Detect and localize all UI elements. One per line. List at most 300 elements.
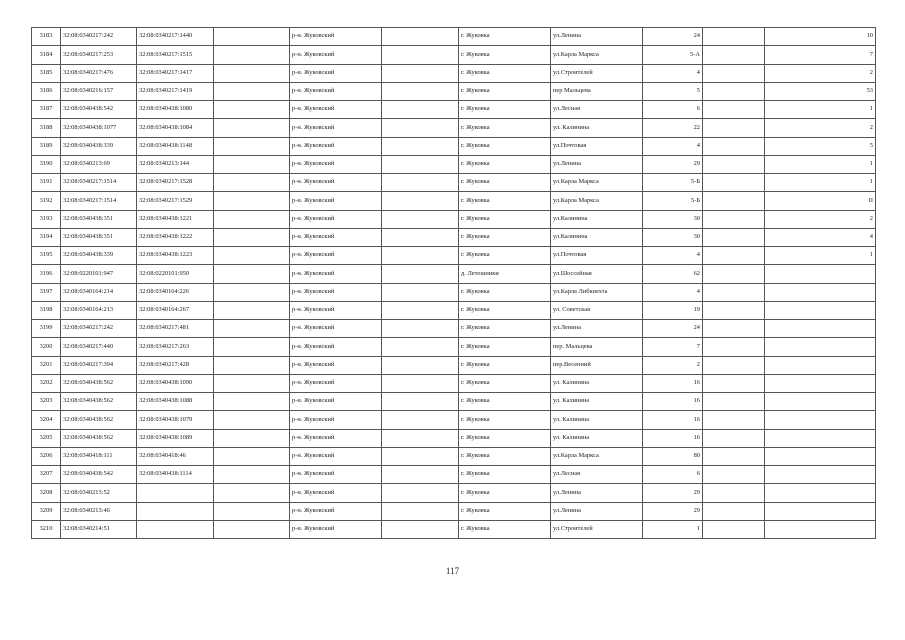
- row-number-cell: 3194: [32, 228, 61, 246]
- cadastral-number-cell: 32:08:0340164:213: [61, 301, 137, 319]
- apartment-number-cell: [765, 338, 876, 356]
- object-cadastral-number-cell: 32:08:0340438:1090: [137, 374, 214, 392]
- district-cell: р-н. Жуковский: [290, 502, 382, 520]
- street-cell: ул. Калинина: [551, 119, 643, 137]
- table-row: [32, 447, 876, 465]
- object-cadastral-number-cell: 32:08:0340438:1221: [137, 210, 214, 228]
- house-number-cell: 7: [643, 338, 703, 356]
- object-cadastral-number-cell: 32:08:0340217:428: [137, 356, 214, 374]
- blank-col-4-cell: [214, 411, 290, 429]
- blank-col-6-cell: [382, 119, 459, 137]
- object-cadastral-number-cell: 32:08:0340438:1148: [137, 137, 214, 155]
- row-number-cell: 3188: [32, 119, 61, 137]
- apartment-number-cell: 5: [765, 137, 876, 155]
- district-cell: р-н. Жуковский: [290, 466, 382, 484]
- row-number-cell: 3200: [32, 338, 61, 356]
- blank-col-4-cell: [214, 320, 290, 338]
- district-cell: р-н. Жуковский: [290, 28, 382, 46]
- blank-col-6-cell: [382, 356, 459, 374]
- house-number-cell: 30: [643, 228, 703, 246]
- settlement-cell: г. Жуковка: [459, 82, 551, 100]
- street-cell: ул.Строителей: [551, 520, 643, 538]
- table-row: [32, 101, 876, 119]
- blank-col-4-cell: [214, 466, 290, 484]
- object-cadastral-number-cell: 32:08:0340438:1088: [137, 393, 214, 411]
- street-cell: ул.Ленина: [551, 320, 643, 338]
- apartment-number-cell: [765, 374, 876, 392]
- blank-col-4-cell: [214, 46, 290, 64]
- object-cadastral-number-cell: 32:08:0340217:1419: [137, 82, 214, 100]
- blank-col-6-cell: [382, 320, 459, 338]
- blank-col-10-cell: [703, 283, 765, 301]
- blank-col-6-cell: [382, 228, 459, 246]
- street-cell: ул.Карла Маркса: [551, 46, 643, 64]
- blank-col-4-cell: [214, 155, 290, 173]
- row-number-cell: 3197: [32, 283, 61, 301]
- row-number-cell: 3191: [32, 174, 61, 192]
- row-number-cell: 3210: [32, 520, 61, 538]
- apartment-number-cell: 1: [765, 155, 876, 173]
- blank-col-6-cell: [382, 301, 459, 319]
- blank-col-4-cell: [214, 174, 290, 192]
- row-number-cell: 3203: [32, 393, 61, 411]
- apartment-number-cell: 7: [765, 46, 876, 64]
- table-row: [32, 429, 876, 447]
- blank-col-4-cell: [214, 393, 290, 411]
- district-cell: р-н. Жуковский: [290, 338, 382, 356]
- row-number-cell: 3195: [32, 247, 61, 265]
- district-cell: р-н. Жуковский: [290, 119, 382, 137]
- blank-col-10-cell: [703, 466, 765, 484]
- blank-col-6-cell: [382, 338, 459, 356]
- street-cell: ул.Калинина: [551, 210, 643, 228]
- blank-col-10-cell: [703, 265, 765, 283]
- blank-col-10-cell: [703, 101, 765, 119]
- street-cell: ул.Лесная: [551, 101, 643, 119]
- blank-col-6-cell: [382, 374, 459, 392]
- apartment-number-cell: [765, 265, 876, 283]
- house-number-cell: 5-А: [643, 46, 703, 64]
- blank-col-10-cell: [703, 447, 765, 465]
- house-number-cell: 1: [643, 520, 703, 538]
- blank-col-4-cell: [214, 447, 290, 465]
- cadastral-number-cell: 32:08:0340438:562: [61, 411, 137, 429]
- house-number-cell: 29: [643, 155, 703, 173]
- blank-col-6-cell: [382, 155, 459, 173]
- object-cadastral-number-cell: 32:08:0340217:481: [137, 320, 214, 338]
- blank-col-6-cell: [382, 502, 459, 520]
- district-cell: р-н. Жуковский: [290, 356, 382, 374]
- blank-col-4-cell: [214, 247, 290, 265]
- blank-col-6-cell: [382, 447, 459, 465]
- object-cadastral-number-cell: 32:08:0340164:226: [137, 283, 214, 301]
- table-row: [32, 520, 876, 538]
- blank-col-10-cell: [703, 502, 765, 520]
- street-cell: пер Мальцева: [551, 82, 643, 100]
- blank-col-10-cell: [703, 374, 765, 392]
- apartment-number-cell: 2: [765, 210, 876, 228]
- blank-col-6-cell: [382, 28, 459, 46]
- blank-col-6-cell: [382, 411, 459, 429]
- street-cell: ул. Калинина: [551, 374, 643, 392]
- district-cell: р-н. Жуковский: [290, 320, 382, 338]
- apartment-number-cell: [765, 301, 876, 319]
- object-cadastral-number-cell: [137, 502, 214, 520]
- blank-col-10-cell: [703, 192, 765, 210]
- house-number-cell: 16: [643, 393, 703, 411]
- settlement-cell: д. Летошники: [459, 265, 551, 283]
- street-cell: ул.Ленина: [551, 502, 643, 520]
- table-row: [32, 28, 876, 46]
- district-cell: р-н. Жуковский: [290, 265, 382, 283]
- cadastral-number-cell: 32:08:0340213:46: [61, 502, 137, 520]
- object-cadastral-number-cell: [137, 484, 214, 502]
- object-cadastral-number-cell: 32:08:0340217:1528: [137, 174, 214, 192]
- house-number-cell: 5: [643, 82, 703, 100]
- street-cell: ул. Калинина: [551, 429, 643, 447]
- settlement-cell: г. Жуковка: [459, 228, 551, 246]
- district-cell: р-н. Жуковский: [290, 393, 382, 411]
- object-cadastral-number-cell: 32:08:0340438:1080: [137, 101, 214, 119]
- street-cell: ул. Советская: [551, 301, 643, 319]
- table-row: [32, 46, 876, 64]
- table-row: [32, 137, 876, 155]
- cadastral-number-cell: 32:08:0340213:69: [61, 155, 137, 173]
- blank-col-4-cell: [214, 82, 290, 100]
- district-cell: р-н. Жуковский: [290, 155, 382, 173]
- street-cell: ул.Калинина: [551, 228, 643, 246]
- settlement-cell: г. Жуковка: [459, 247, 551, 265]
- cadastral-number-cell: 32:08:0340217:394: [61, 356, 137, 374]
- settlement-cell: г. Жуковка: [459, 447, 551, 465]
- settlement-cell: г. Жуковка: [459, 101, 551, 119]
- cadastral-number-cell: 32:08:0340217:440: [61, 338, 137, 356]
- street-cell: ул.Лесная: [551, 466, 643, 484]
- blank-col-10-cell: [703, 210, 765, 228]
- district-cell: р-н. Жуковский: [290, 64, 382, 82]
- settlement-cell: г. Жуковка: [459, 520, 551, 538]
- house-number-cell: 6: [643, 466, 703, 484]
- blank-col-4-cell: [214, 137, 290, 155]
- blank-col-6-cell: [382, 265, 459, 283]
- house-number-cell: 22: [643, 119, 703, 137]
- district-cell: р-н. Жуковский: [290, 101, 382, 119]
- settlement-cell: г. Жуковка: [459, 411, 551, 429]
- table-row: [32, 320, 876, 338]
- apartment-number-cell: [765, 356, 876, 374]
- cadastral-number-cell: 32:08:0340214:51: [61, 520, 137, 538]
- table-row: [32, 82, 876, 100]
- house-number-cell: 16: [643, 411, 703, 429]
- blank-col-10-cell: [703, 338, 765, 356]
- object-cadastral-number-cell: 32:08:0340217:1440: [137, 28, 214, 46]
- settlement-cell: г. Жуковка: [459, 338, 551, 356]
- house-number-cell: 4: [643, 137, 703, 155]
- apartment-number-cell: [765, 411, 876, 429]
- blank-col-6-cell: [382, 192, 459, 210]
- object-cadastral-number-cell: 32:08:0340217:263: [137, 338, 214, 356]
- apartment-number-cell: 1: [765, 174, 876, 192]
- house-number-cell: 5-Б: [643, 174, 703, 192]
- blank-col-10-cell: [703, 393, 765, 411]
- house-number-cell: 80: [643, 447, 703, 465]
- object-cadastral-number-cell: [137, 520, 214, 538]
- cadastral-number-cell: 32:08:0340438:351: [61, 210, 137, 228]
- apartment-number-cell: [765, 520, 876, 538]
- blank-col-4-cell: [214, 520, 290, 538]
- row-number-cell: 3201: [32, 356, 61, 374]
- street-cell: ул. Калинина: [551, 411, 643, 429]
- district-cell: р-н. Жуковский: [290, 46, 382, 64]
- house-number-cell: 16: [643, 429, 703, 447]
- cadastral-number-cell: 32:08:0340217:242: [61, 320, 137, 338]
- blank-col-4-cell: [214, 484, 290, 502]
- table-row: [32, 411, 876, 429]
- district-cell: р-н. Жуковский: [290, 192, 382, 210]
- row-number-cell: 3185: [32, 64, 61, 82]
- street-cell: пер.Весенний: [551, 356, 643, 374]
- object-cadastral-number-cell: 32:08:0340217:1515: [137, 46, 214, 64]
- object-cadastral-number-cell: 32:08:0340438:1089: [137, 429, 214, 447]
- street-cell: ул.Ленина: [551, 28, 643, 46]
- district-cell: р-н. Жуковский: [290, 174, 382, 192]
- house-number-cell: 4: [643, 247, 703, 265]
- register-table: [31, 27, 876, 539]
- district-cell: р-н. Жуковский: [290, 429, 382, 447]
- table-row: [32, 228, 876, 246]
- street-cell: ул.Карла Маркса: [551, 174, 643, 192]
- blank-col-10-cell: [703, 46, 765, 64]
- cadastral-number-cell: 32:08:0340217:242: [61, 28, 137, 46]
- object-cadastral-number-cell: 32:08:0220101:950: [137, 265, 214, 283]
- street-cell: ул.Ленина: [551, 155, 643, 173]
- cadastral-number-cell: 32:08:0340438:351: [61, 228, 137, 246]
- blank-col-6-cell: [382, 429, 459, 447]
- object-cadastral-number-cell: 32:08:0340418:46: [137, 447, 214, 465]
- blank-col-4-cell: [214, 283, 290, 301]
- apartment-number-cell: 1: [765, 247, 876, 265]
- apartment-number-cell: [765, 429, 876, 447]
- object-cadastral-number-cell: 32:08:0340438:1079: [137, 411, 214, 429]
- district-cell: р-н. Жуковский: [290, 411, 382, 429]
- apartment-number-cell: [765, 466, 876, 484]
- blank-col-6-cell: [382, 64, 459, 82]
- blank-col-10-cell: [703, 119, 765, 137]
- cadastral-number-cell: 32:08:0340217:476: [61, 64, 137, 82]
- object-cadastral-number-cell: 32:08:0340217:1417: [137, 64, 214, 82]
- blank-col-4-cell: [214, 64, 290, 82]
- apartment-number-cell: 1: [765, 101, 876, 119]
- blank-col-4-cell: [214, 192, 290, 210]
- object-cadastral-number-cell: 32:08:0340438:1223: [137, 247, 214, 265]
- blank-col-10-cell: [703, 82, 765, 100]
- street-cell: ул.Карла Маркса: [551, 192, 643, 210]
- table-row: [32, 301, 876, 319]
- blank-col-4-cell: [214, 265, 290, 283]
- house-number-cell: 2: [643, 356, 703, 374]
- street-cell: ул. Калинина: [551, 393, 643, 411]
- row-number-cell: 3208: [32, 484, 61, 502]
- table-row: [32, 64, 876, 82]
- apartment-number-cell: [765, 447, 876, 465]
- blank-col-10-cell: [703, 137, 765, 155]
- object-cadastral-number-cell: 32:08:0340438:1222: [137, 228, 214, 246]
- district-cell: р-н. Жуковский: [290, 520, 382, 538]
- table-row: [32, 283, 876, 301]
- blank-col-10-cell: [703, 64, 765, 82]
- table-row: [32, 466, 876, 484]
- object-cadastral-number-cell: 32:08:0340438:1084: [137, 119, 214, 137]
- blank-col-10-cell: [703, 484, 765, 502]
- apartment-number-cell: 2: [765, 64, 876, 82]
- object-cadastral-number-cell: 32:08:0340438:1114: [137, 466, 214, 484]
- blank-col-4-cell: [214, 338, 290, 356]
- blank-col-10-cell: [703, 247, 765, 265]
- street-cell: ул.Шоссейная: [551, 265, 643, 283]
- row-number-cell: 3202: [32, 374, 61, 392]
- blank-col-6-cell: [382, 174, 459, 192]
- house-number-cell: 19: [643, 301, 703, 319]
- table-row: [32, 393, 876, 411]
- apartment-number-cell: 4: [765, 228, 876, 246]
- house-number-cell: 62: [643, 265, 703, 283]
- cadastral-number-cell: 32:08:0340438:542: [61, 101, 137, 119]
- table-row: [32, 210, 876, 228]
- blank-col-6-cell: [382, 484, 459, 502]
- house-number-cell: 29: [643, 502, 703, 520]
- row-number-cell: 3193: [32, 210, 61, 228]
- register-table-body: [32, 28, 876, 539]
- row-number-cell: 3186: [32, 82, 61, 100]
- table-row: [32, 338, 876, 356]
- settlement-cell: г. Жуковка: [459, 502, 551, 520]
- row-number-cell: 3184: [32, 46, 61, 64]
- street-cell: ул.Почтовая: [551, 247, 643, 265]
- blank-col-6-cell: [382, 466, 459, 484]
- settlement-cell: г. Жуковка: [459, 28, 551, 46]
- settlement-cell: г. Жуковка: [459, 155, 551, 173]
- district-cell: р-н. Жуковский: [290, 247, 382, 265]
- row-number-cell: 3187: [32, 101, 61, 119]
- cadastral-number-cell: 32:08:0340217:1514: [61, 174, 137, 192]
- settlement-cell: г. Жуковка: [459, 393, 551, 411]
- blank-col-6-cell: [382, 82, 459, 100]
- cadastral-number-cell: 32:08:0340164:214: [61, 283, 137, 301]
- blank-col-6-cell: [382, 283, 459, 301]
- settlement-cell: г. Жуковка: [459, 356, 551, 374]
- house-number-cell: 5-Б: [643, 192, 703, 210]
- house-number-cell: 29: [643, 484, 703, 502]
- apartment-number-cell: 10: [765, 28, 876, 46]
- house-number-cell: 24: [643, 320, 703, 338]
- apartment-number-cell: [765, 393, 876, 411]
- table-row: [32, 174, 876, 192]
- row-number-cell: 3198: [32, 301, 61, 319]
- blank-col-4-cell: [214, 210, 290, 228]
- street-cell: ул.Почтовая: [551, 137, 643, 155]
- blank-col-10-cell: [703, 320, 765, 338]
- blank-col-6-cell: [382, 520, 459, 538]
- row-number-cell: 3189: [32, 137, 61, 155]
- cadastral-number-cell: 32:08:0340213:52: [61, 484, 137, 502]
- cadastral-number-cell: 32:08:0340216:157: [61, 82, 137, 100]
- blank-col-10-cell: [703, 411, 765, 429]
- row-number-cell: 3209: [32, 502, 61, 520]
- settlement-cell: г. Жуковка: [459, 210, 551, 228]
- blank-col-4-cell: [214, 301, 290, 319]
- cadastral-number-cell: 32:08:0340438:562: [61, 429, 137, 447]
- object-cadastral-number-cell: 32:08:0340164:267: [137, 301, 214, 319]
- settlement-cell: г. Жуковка: [459, 137, 551, 155]
- apartment-number-cell: [765, 283, 876, 301]
- table-row: [32, 192, 876, 210]
- row-number-cell: 3206: [32, 447, 61, 465]
- blank-col-10-cell: [703, 356, 765, 374]
- district-cell: р-н. Жуковский: [290, 82, 382, 100]
- house-number-cell: 30: [643, 210, 703, 228]
- cadastral-number-cell: 32:08:0340217:1514: [61, 192, 137, 210]
- object-cadastral-number-cell: 32:08:0340217:1529: [137, 192, 214, 210]
- row-number-cell: 3192: [32, 192, 61, 210]
- blank-col-10-cell: [703, 301, 765, 319]
- street-cell: ул.Карла Маркса: [551, 447, 643, 465]
- settlement-cell: г. Жуковка: [459, 484, 551, 502]
- cadastral-number-cell: 32:08:0340418:111: [61, 447, 137, 465]
- row-number-cell: 3207: [32, 466, 61, 484]
- table-row: [32, 247, 876, 265]
- table-row: [32, 484, 876, 502]
- settlement-cell: г. Жуковка: [459, 466, 551, 484]
- cadastral-number-cell: 32:08:0340438:542: [61, 466, 137, 484]
- blank-col-10-cell: [703, 520, 765, 538]
- blank-col-6-cell: [382, 137, 459, 155]
- row-number-cell: 3205: [32, 429, 61, 447]
- cadastral-number-cell: 32:08:0340438:1077: [61, 119, 137, 137]
- cadastral-number-cell: 32:08:0340438:562: [61, 393, 137, 411]
- row-number-cell: 3196: [32, 265, 61, 283]
- district-cell: р-н. Жуковский: [290, 228, 382, 246]
- street-cell: пер. Мальцева: [551, 338, 643, 356]
- house-number-cell: 4: [643, 64, 703, 82]
- cadastral-number-cell: 32:08:0220101:947: [61, 265, 137, 283]
- house-number-cell: 24: [643, 28, 703, 46]
- row-number-cell: 3190: [32, 155, 61, 173]
- cadastral-number-cell: 32:08:0340438:339: [61, 247, 137, 265]
- page-number: 117: [445, 566, 460, 576]
- blank-col-10-cell: [703, 28, 765, 46]
- settlement-cell: г. Жуковка: [459, 46, 551, 64]
- row-number-cell: 3183: [32, 28, 61, 46]
- blank-col-4-cell: [214, 374, 290, 392]
- apartment-number-cell: 2: [765, 119, 876, 137]
- street-cell: ул.Ленина: [551, 484, 643, 502]
- blank-col-4-cell: [214, 429, 290, 447]
- row-number-cell: 3199: [32, 320, 61, 338]
- house-number-cell: 4: [643, 283, 703, 301]
- blank-col-4-cell: [214, 228, 290, 246]
- blank-col-4-cell: [214, 119, 290, 137]
- house-number-cell: 16: [643, 374, 703, 392]
- settlement-cell: г. Жуковка: [459, 283, 551, 301]
- street-cell: ул.Карла Либкнехта: [551, 283, 643, 301]
- blank-col-6-cell: [382, 101, 459, 119]
- blank-col-6-cell: [382, 247, 459, 265]
- settlement-cell: г. Жуковка: [459, 174, 551, 192]
- blank-col-6-cell: [382, 210, 459, 228]
- table-row: [32, 265, 876, 283]
- district-cell: р-н. Жуковский: [290, 210, 382, 228]
- apartment-number-cell: 53: [765, 82, 876, 100]
